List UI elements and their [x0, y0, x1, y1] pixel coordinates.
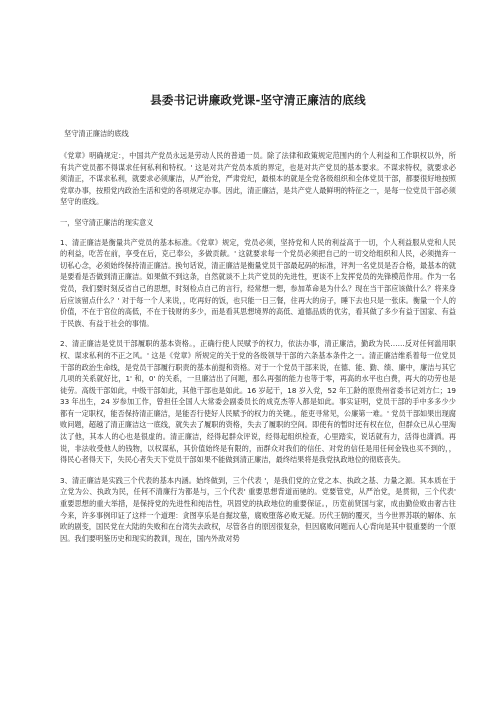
point-1-paragraph: 1、清正廉洁是衡量共产党员的基本标准。《党章》规定，党员必须，坚持党和人民的利益高于一切，个人利益服从党和人民的利益，吃苦在前，享受在后，克己奉公，多做贡献。' 这就要求每一个党员必须把自己的一切交给组织和人民，必须抛弃一切私心念，必须始终保持清正廉洁。换句话说，清正廉洁是衡量党员干部最起码的标准，评判一名党员是否合格，最基本的就是要看是否做到清正廉洁。如果做不到这条，自然就谈不上共产党员的先进性，更谈不上发挥党员的先锋模范作用。作为一名党员，我们要时刻反省自己的思想，时刻检点自己的言行，经常想一想，参加革命是为什么？现在当干部应该做什么？将来身后应该留点什么？' 对于每一个人来说，，吃再好的饭，也只能一日三餐，住再大的房子，睡下去也只是一张床。衡量一个人的价值，不在于官位的高低，不在于钱财的多少，而是看其思想境界的高低、道德品质的优劣，看其做了多少有益于国家、有益于民族、有益于社会的事情。 — [60, 237, 456, 328]
document-title: 县委书记讲廉政党课-坚守清正廉洁的底线 — [150, 93, 366, 107]
point-2-paragraph: 2、清正廉洁是党员干部履职的基本资格。，正确行使人民赋予的权力，依法办事，清正廉洁，勤政为民……反对任何滥用职权、谋求私利的不正之风。' 这是《党章》所规定的关于党的各级领导干部的六条基本条件之一。清正廉洁维系着每一位党员干部的政治生命线，是党员干部履行职责的基本前提和资格。对于一个党员干部来说，在德、能、勤、绩、廉中，廉洁与其它几项的关系就好比，1' 和，0' 的关系，一旦廉洁出了问题，那么再强的能力也等于零，再高的水平也白费，再大的功劳也是徒劳。高级干部如此，中级干部如此，其他干部也是如此。16 岁起干，18 岁入党，52 年工龄的原贵州省委书记刘方仁；1933 年出生，24 岁参加工作，曾担任全国人大常委会副委员长的成克杰等人都是如此。事实证明，党员干部的手中多多少少都有一定职权，能否保持清正廉洁，是能否行使好人民赋予的权力的关键。，能吏寻常见，公廉第一难。' 党员干部如果出现腐败问题，超越了清正廉洁这一底线，就失去了履职的资格，失去了履职的空间。即使有的暂时还有权在位，但群众已从心里淘汰了他，其本人的心也是很虚的。清正廉洁，经得起群众评说，经得起组织检查，心里踏实，说话就有力，活得也潇洒。再说，非法收受他人的钱物，以权谋私，其价值始终是有限的，而群众对我们的信任、对党的信任是用任何金钱也买不到的，，得民心者得天下，失民心者失天下党员干部如果不能做到清正廉洁，最终结果将是我党执政地位的彻底丧失。 — [60, 339, 456, 465]
point-3-paragraph: 3、清正廉洁是实践三个代表的基本内涵。始终做到，三个代表 '，是我们党的立党之本、执政之基、力量之源。其本质在于立党为公、执政为民，任何不清廉行为都是与，三个代表' 重要思想背道而驰的。党要管党，从严治党，是贯彻，三个代表' 重要思想的重大举措，是保持党的先进性和纯洁性，巩固党的执政地位的重要保证。，历览前贤国与家，成由勤俭败由奢古往今来，许多事例印证了这样一个道理：贪图享乐是自掘坟墓，腐败堕落必败无疑。历代王朝的覆灭，当今世界苏联的解体、东欧的剧变，国民党在大陆的失败和在台湾失去政权，尽管各自的原因很复杂，但因腐败问题而人心背向是其中很重要的一个原因。我们要明鉴历史和现实的教训，现在，国内外敌对势 — [60, 475, 456, 543]
section-heading: 一，坚守清正廉洁的现实意义 — [60, 217, 154, 227]
intro-paragraph: 《党章》明确规定：，中国共产党员永远是劳动人民的普通一员。除了法律和政策规定范围内的个人利益和工作职权以外，所有共产党员都不得谋求任何私利和特权。' 这是对共产党员本质的界定，也是对共产党员的基本要求。不谋求特权，就要求必须清正，不谋求私利，就要求必须廉洁，从严治党，严肃党纪，最根本的就是全党各级组织和全体党员干部，都要很好地按照党章办事，按照党内政治生活和党的各项规定办事。因此，清正廉洁，是共产党人最鲜明的特征之一，是每一位党员干部必须坚守的底线。 — [60, 151, 456, 207]
document-subtitle: 坚守清正廉洁的底线 — [64, 129, 129, 138]
